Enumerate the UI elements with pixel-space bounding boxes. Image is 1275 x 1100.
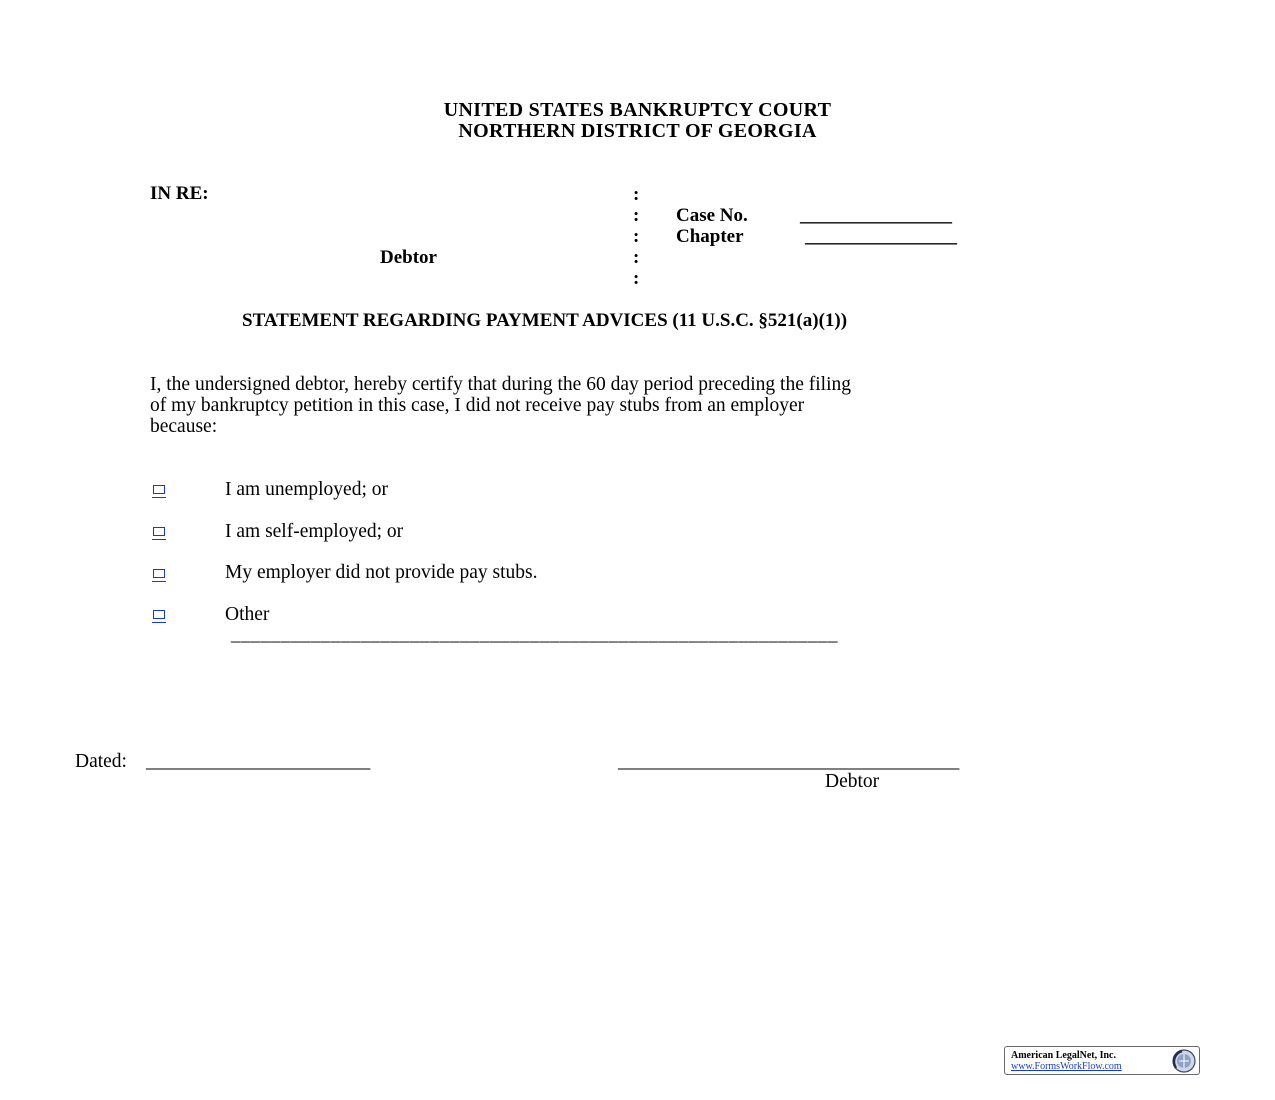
court-district: NORTHERN DISTRICT OF GEORGIA: [458, 120, 817, 142]
forms-workflow-link[interactable]: www.FormsWorkFlow.com: [1011, 1061, 1122, 1072]
self-employed-option-label: I am self-employed; or: [225, 521, 404, 542]
other-explanation-line[interactable]: _____________________________________________________________: [231, 624, 838, 645]
statement-line: because:: [150, 416, 218, 437]
case-no-label: Case No.: [676, 205, 748, 226]
no-pay-stubs-option-label: My employer did not provide pay stubs.: [225, 562, 538, 583]
self-employed-checkbox[interactable]: [153, 527, 165, 536]
caption-colon: :: [633, 184, 640, 205]
debtor-caption-label: Debtor: [380, 247, 437, 268]
caption-colon: :: [633, 247, 640, 268]
other-option-label: Other: [225, 604, 270, 625]
caption-colon: :: [633, 268, 640, 289]
court-name: UNITED STATES BANKRUPTCY COURT: [443, 99, 832, 121]
unemployed-checkbox[interactable]: [153, 485, 165, 494]
date-field[interactable]: _______________________: [146, 751, 371, 772]
document-title: STATEMENT REGARDING PAYMENT ADVICES (11 U.S.C. §521(a)(1)): [242, 310, 848, 331]
other-checkbox[interactable]: [153, 610, 165, 619]
chapter-label: Chapter: [676, 226, 744, 247]
badge-company-name: American LegalNet, Inc.: [1011, 1050, 1116, 1061]
no-pay-stubs-checkbox[interactable]: [153, 569, 165, 578]
dated-label: Dated:: [75, 751, 127, 772]
unemployed-option-label: I am unemployed; or: [225, 479, 388, 500]
american-legalnet-badge: [1004, 1046, 1200, 1075]
statement-line: I, the undersigned debtor, hereby certify that during the 60 day period preceding the filing: [150, 374, 851, 395]
caption-colon: :: [633, 226, 640, 247]
in-re-label: IN RE:: [150, 183, 209, 204]
debtor-signature-label: Debtor: [825, 771, 880, 792]
debtor-signature-line[interactable]: ___________________________________: [618, 751, 960, 772]
statement-line: of my bankruptcy petition in this case, I did not receive pay stubs from an employer: [150, 395, 805, 416]
case-no-field[interactable]: ________________: [800, 205, 952, 226]
globe-logo-icon: [1170, 1048, 1196, 1074]
chapter-field[interactable]: ________________: [805, 226, 957, 247]
caption-colon: :: [633, 205, 640, 226]
